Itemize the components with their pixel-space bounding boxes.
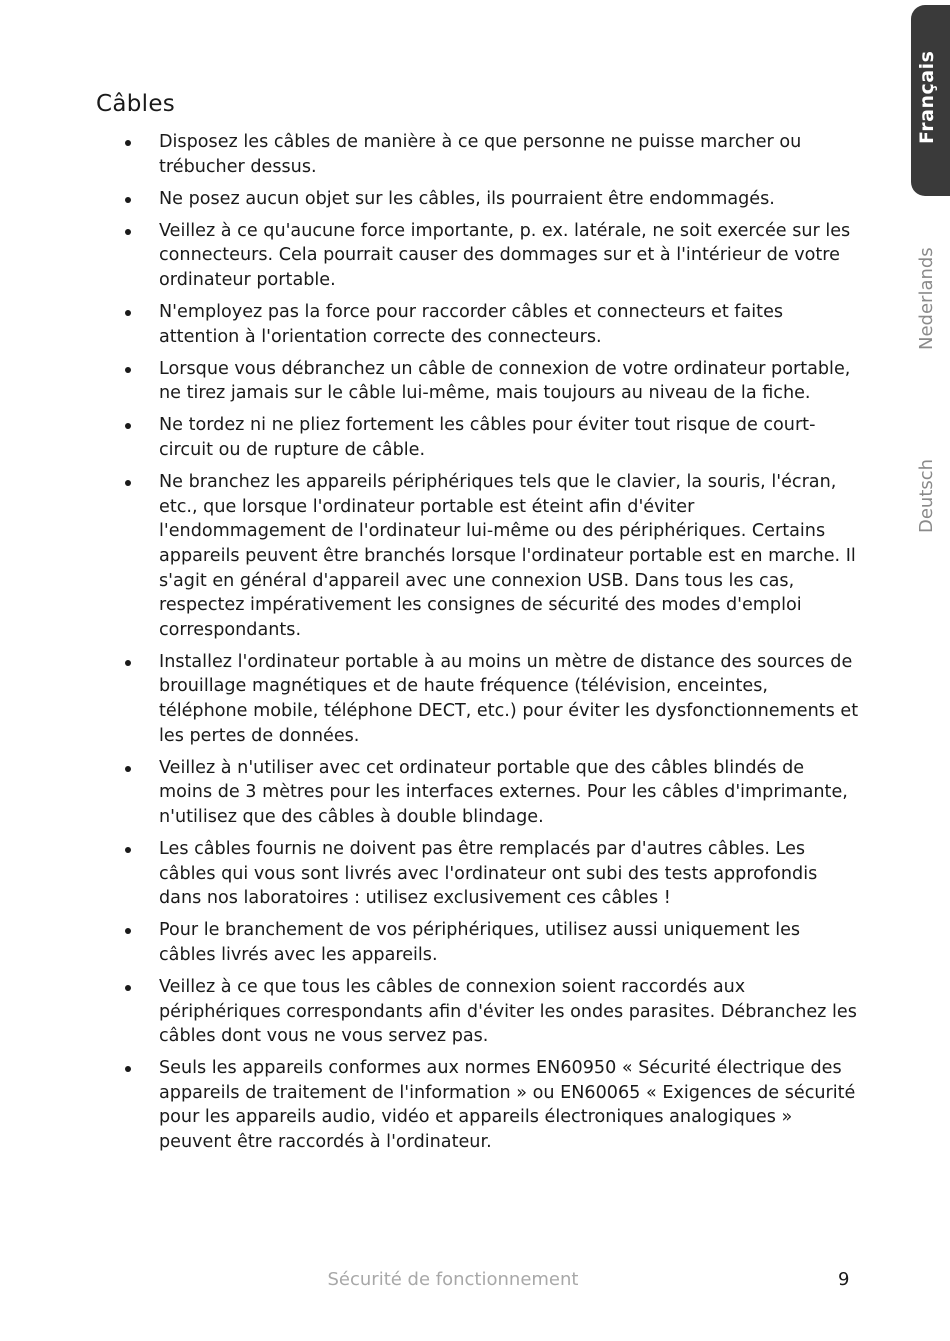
list-item — [159, 975, 859, 1049]
bullet-icon — [125, 1066, 131, 1072]
bullet-icon — [125, 847, 131, 853]
list-item — [159, 650, 859, 748]
list-item-text: Pour le branchement de vos périphériques, utilisez aussi uniquement les câbles livrés avec les appareils. — [159, 920, 801, 965]
bullet-icon — [125, 229, 131, 235]
list-item — [159, 300, 859, 349]
list-item-text: Veillez à ce que tous les câbles de connexion soient raccordés aux périphériques correspondants afin d'éviter les ondes parasites. Débranchez les câbles dont vous ne vous servez pas. — [159, 976, 857, 1047]
language-tab-deutsch: Deutsch — [916, 458, 937, 533]
list-item-text: Les câbles fournis ne doivent pas être remplacés par d'autres câbles. Les câbles qui vous sont livrés avec l'ordinateur ont subi des tests approfondis dans nos laboratoires : utilisez exclusivement ces câbles ! — [159, 838, 818, 909]
list-item — [159, 357, 859, 406]
bullet-list — [159, 130, 859, 1162]
list-item-text: Disposez les câbles de manière à ce que personne ne puisse marcher ou trébucher dessus. — [159, 132, 802, 177]
bullet-icon — [125, 310, 131, 316]
bullet-icon — [125, 660, 131, 666]
list-item-text: Ne tordez ni ne pliez fortement les câbles pour éviter tout risque de court-circuit ou de rupture de câble. — [159, 415, 816, 461]
bullet-icon — [125, 766, 131, 772]
list-item — [159, 918, 859, 967]
list-item — [159, 1056, 859, 1154]
list-item-text: Installez l'ordinateur portable à au moins un mètre de distance des sources de brouillage magnétiques et de haute fréquence (télévision, enceintes, téléphone mobile, téléphone DECT, etc.) pour éviter les dysfonctionnements et les pertes de données. — [159, 651, 859, 746]
page-number: 9 — [838, 1269, 850, 1290]
list-item-text: Ne branchez les appareils périphériques tels que le clavier, la souris, l'écran, etc., que lorsque l'ordinateur portable est éteint afin d'éviter l'endommagement de l'ordinateur lui-même ou des périphériques. Certains appareils peuvent être branchés lorsque l'ordinateur portable est en marche. Il s'agit en général d'appareil avec une connexion USB. Dans tous les cas, respectez impérativement les consignes de sécurité des modes d'emploi correspondants. — [159, 472, 856, 640]
language-tab-nederlands: Nederlands — [916, 247, 937, 350]
list-item — [159, 837, 859, 911]
bullet-icon — [125, 367, 131, 373]
list-item-text: Veillez à ce qu'aucune force importante, p. ex. latérale, ne soit exercée sur les connecteurs. Cela pourrait causer des dommages sur et à l'intérieur de votre ordinateur portable. — [159, 220, 851, 290]
list-item — [159, 130, 859, 179]
list-item-text: Veillez à n'utiliser avec cet ordinateur portable que des câbles blindés de moins de 3 mètres pour les interfaces externes. Pour les câbles d'imprimante, n'utilisez que des câbles à double blindage. — [159, 757, 848, 827]
list-item-text: N'employez pas la force pour raccorder câbles et connecteurs et faites attention à l'orientation correcte des connecteurs. — [159, 302, 784, 347]
list-item — [159, 219, 859, 293]
footer-section-title: Sécurité de fonctionnement — [327, 1269, 579, 1290]
list-item — [159, 187, 859, 212]
list-item-text: Seuls les appareils conformes aux normes EN60950 « Sécurité électrique des appareils de traitement de l'information » ou EN60065 « Exigences de sécurité pour les appareils audio, vidéo et appareils électroniques analogiques » peuvent être raccordés à l'ordinateur. — [159, 1058, 856, 1152]
bullet-icon — [125, 197, 131, 203]
bullet-icon — [125, 140, 131, 146]
bullet-icon — [125, 480, 131, 486]
bullet-icon — [125, 985, 131, 991]
list-item — [159, 470, 859, 642]
list-item-text: Lorsque vous débranchez un câble de connexion de votre ordinateur portable, ne tirez jamais sur le câble lui-même, mais toujours au niveau de la fiche. — [159, 358, 851, 404]
list-item-text: Ne posez aucun objet sur les câbles, ils pourraient être endommagés. — [159, 188, 775, 209]
language-tab-label-francais: Français — [916, 50, 938, 144]
bullet-icon — [125, 928, 131, 934]
section-title: Câbles — [96, 91, 176, 117]
list-item — [159, 413, 859, 462]
list-item — [159, 756, 859, 830]
bullet-icon — [125, 423, 131, 429]
